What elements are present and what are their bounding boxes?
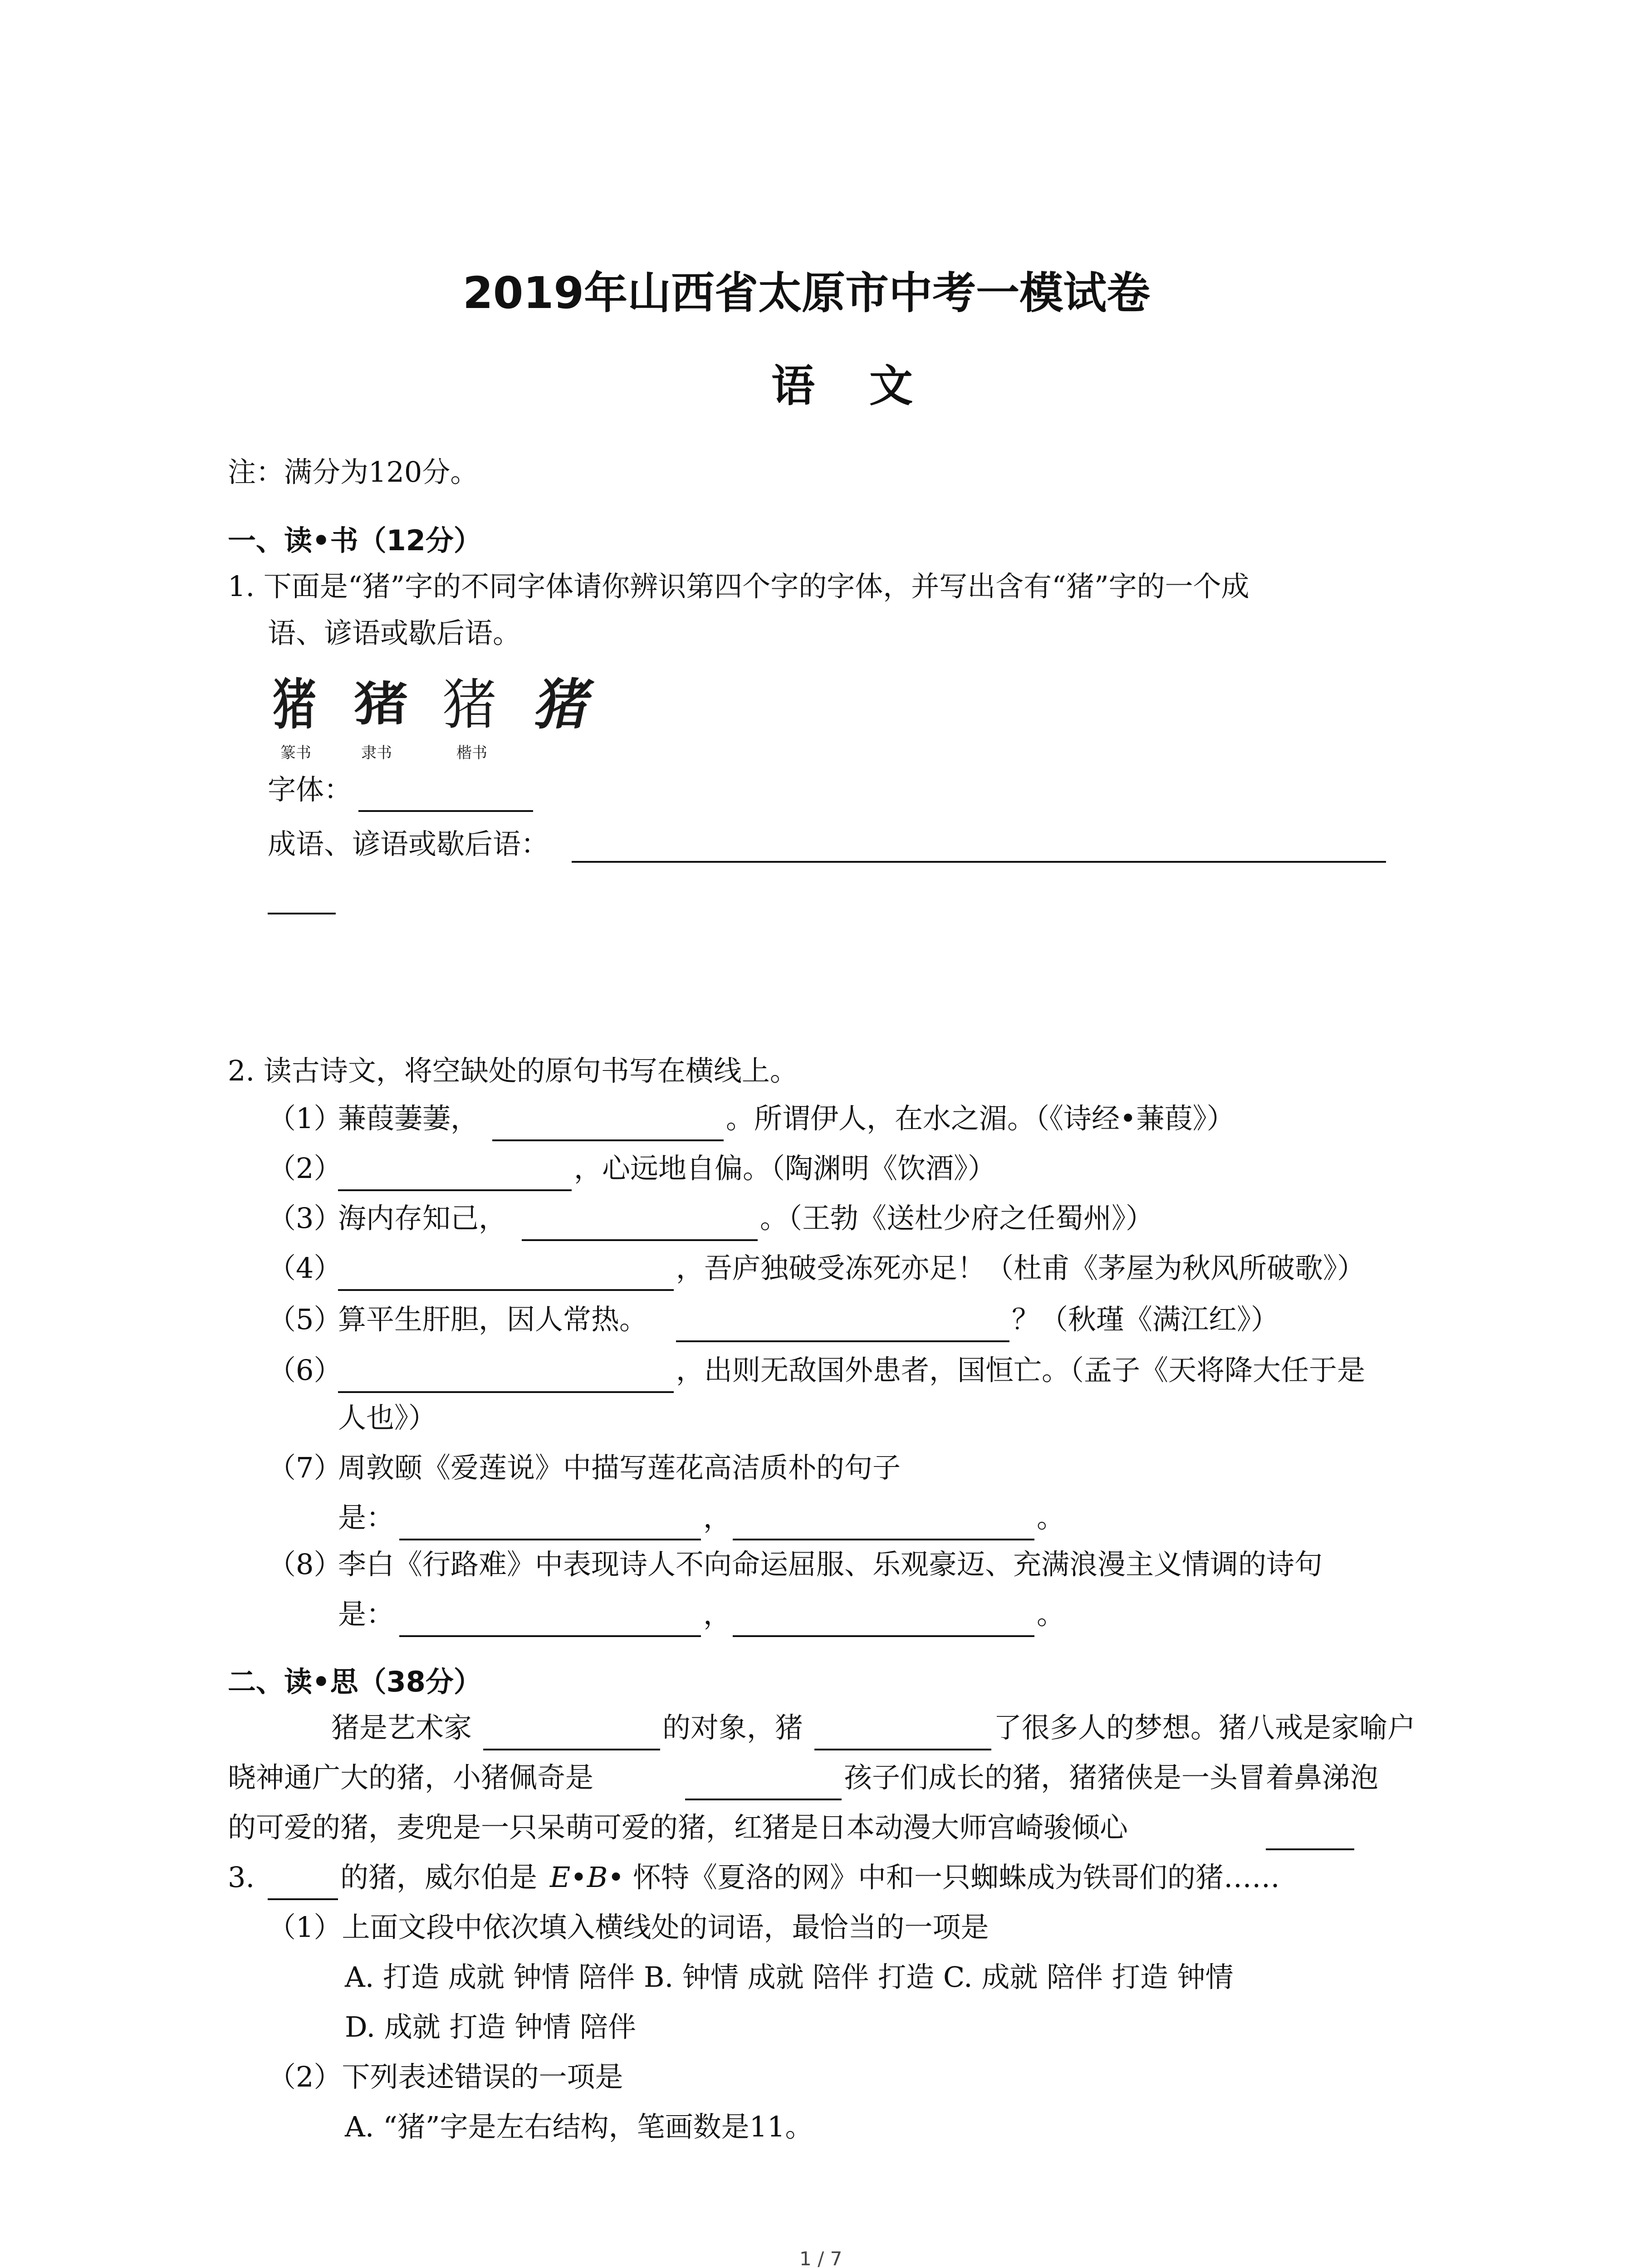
q2-2-blank[interactable] [338,1189,572,1191]
clerical-script-label: 隶书 [361,744,392,762]
section-heading-1: 一、读•书（12分） [228,524,482,557]
passage-l4b: E•B• [550,1861,624,1894]
q2-8-comma: ， [703,1598,732,1631]
q2-6-text-b: ，出则无敌国外患者，国恒亡。（孟子《天将降大任于是 [676,1354,1366,1387]
question-3-number: 3. [228,1861,255,1894]
idiom-answer-blank-cont[interactable] [268,913,336,914]
q2-intro: 2. 读古诗文，将空缺处的原句书写在横线上。 [228,1054,798,1087]
subject-title: 语文 [771,361,967,411]
passage-l3a: 的可爱的猪，麦兜是一只呆萌可爱的猪，红猪是日本动漫大师宫崎骏倾心 [228,1811,1128,1844]
q2-8-num: （8） [268,1548,342,1581]
score-note: 注：满分为120分。 [228,455,479,489]
q3-1-option-d: D. 成就 打造 钟情 陪伴 [345,2010,637,2043]
fourth-glyph: 猪 [529,674,598,737]
q2-4-num: （4） [268,1251,342,1285]
passage-l2b: 孩子们成长的猪，猪猪侠是一头冒着鼻涕泡 [844,1761,1379,1794]
passage-l1c: 了很多人的梦想。猪八戒是家喻户 [994,1711,1416,1744]
q3-2-stem: （2）下列表述错误的一项是 [268,2060,623,2093]
q3-1-stem: （1）上面文段中依次填入横线处的词语，最恰当的一项是 [268,1911,989,1944]
q2-7-blank-2[interactable] [733,1539,1034,1540]
q2-1-num: （1） [268,1102,342,1135]
q2-3-blank[interactable] [522,1239,758,1241]
q2-7-blank-1[interactable] [399,1539,701,1540]
q2-1-text-a: 蒹葭萋萋， [338,1102,479,1135]
passage-l1a: 猪是艺术家 [331,1711,472,1744]
font-label: 字体： [268,773,353,806]
q2-8-end: 。 [1037,1598,1065,1631]
passage-l4c: 怀特《夏洛的网》中和一只蜘蛛成为铁哥们的猪…… [633,1861,1280,1894]
passage-l2a: 晓神通广大的猪，小猪佩奇是 [228,1761,594,1794]
q2-3-text-a: 海内存知己， [338,1202,507,1235]
q2-1-blank[interactable] [492,1139,724,1141]
q2-2-num: （2） [268,1152,342,1185]
passage-blank-3[interactable] [685,1799,842,1800]
q2-3-text-b: 。（王勃《送杜少府之任蜀州》） [760,1202,1154,1235]
q1-stem-line1: 1. 下面是“猪”字的不同字体请你辨识第四个字的字体，并写出含有“猪”字的一个成 [228,570,1249,603]
page-title: 2019年山西省太原市中考一模试卷 [463,268,1151,318]
q2-3-num: （3） [268,1202,342,1235]
q2-7-comma: ， [703,1501,732,1534]
passage-blank-4[interactable] [1266,1848,1354,1850]
q2-8-text-c: 是： [338,1598,395,1631]
q2-4-blank[interactable] [338,1289,674,1291]
q1-stem-line2: 语、谚语或歇后语。 [268,616,521,650]
passage-l4a: 的猪，威尔伯是 [340,1861,538,1894]
q2-6-text-c: 人也》） [338,1401,437,1434]
seal-script-glyph: 猪 [273,673,314,737]
q2-7-text-c: 是： [338,1501,395,1534]
q2-5-text-b: ？（秋瑾《满江红》） [1012,1303,1279,1336]
q2-8-text-a: 李白《行路难》中表现诗人不向命运屈服、乐观豪迈、充满浪漫主义情调的诗句 [338,1548,1323,1581]
q3-1-options-abc: A. 打造 成就 钟情 陪伴 B. 钟情 成就 陪伴 打造 C. 成就 陪伴 打造 钟情 [345,1960,1234,1994]
q2-8-blank-2[interactable] [733,1635,1034,1637]
q2-2-text-b: ，心远地自偏。（陶渊明《饮酒》） [574,1152,996,1185]
idiom-label: 成语、谚语或歇后语： [268,827,549,860]
q2-1-text-b: 。所谓伊人，在水之湄。（《诗经•蒹葭》） [726,1102,1235,1135]
q2-7-text-a: 周敦颐《爱莲说》中描写莲花高洁质朴的句子 [338,1451,901,1484]
section-heading-2: 二、读•思（38分） [228,1665,482,1698]
regular-script-glyph: 猪 [442,674,497,737]
passage-blank-1[interactable] [483,1749,660,1750]
q3-2-option-a: A. “猪”字是左右结构，笔画数是11。 [345,2110,813,2143]
regular-script-label: 楷书 [456,744,487,762]
passage-l1b: 的对象，猪 [662,1711,803,1744]
idiom-answer-blank[interactable] [572,861,1386,863]
q2-5-blank[interactable] [676,1340,1009,1342]
q2-4-text-b: ，吾庐独破受冻死亦足！（杜甫《茅屋为秋风所破歌》） [676,1251,1366,1285]
seal-script-label: 篆书 [280,744,311,762]
passage-blank-2[interactable] [814,1749,991,1750]
q2-7-end: 。 [1037,1501,1065,1534]
q2-5-num: （5） [268,1303,342,1336]
q2-8-blank-1[interactable] [399,1635,701,1637]
clerical-script-glyph: 猪 [354,677,408,731]
q2-5-text-a: 算平生肝胆，因人常热。 [338,1303,648,1336]
font-answer-blank[interactable] [358,810,533,812]
q2-7-num: （7） [268,1451,342,1484]
page-number: 1 / 7 [799,2248,843,2268]
passage-blank-5[interactable] [268,1898,338,1900]
q2-6-num: （6） [268,1354,342,1387]
q2-6-blank[interactable] [338,1391,674,1393]
